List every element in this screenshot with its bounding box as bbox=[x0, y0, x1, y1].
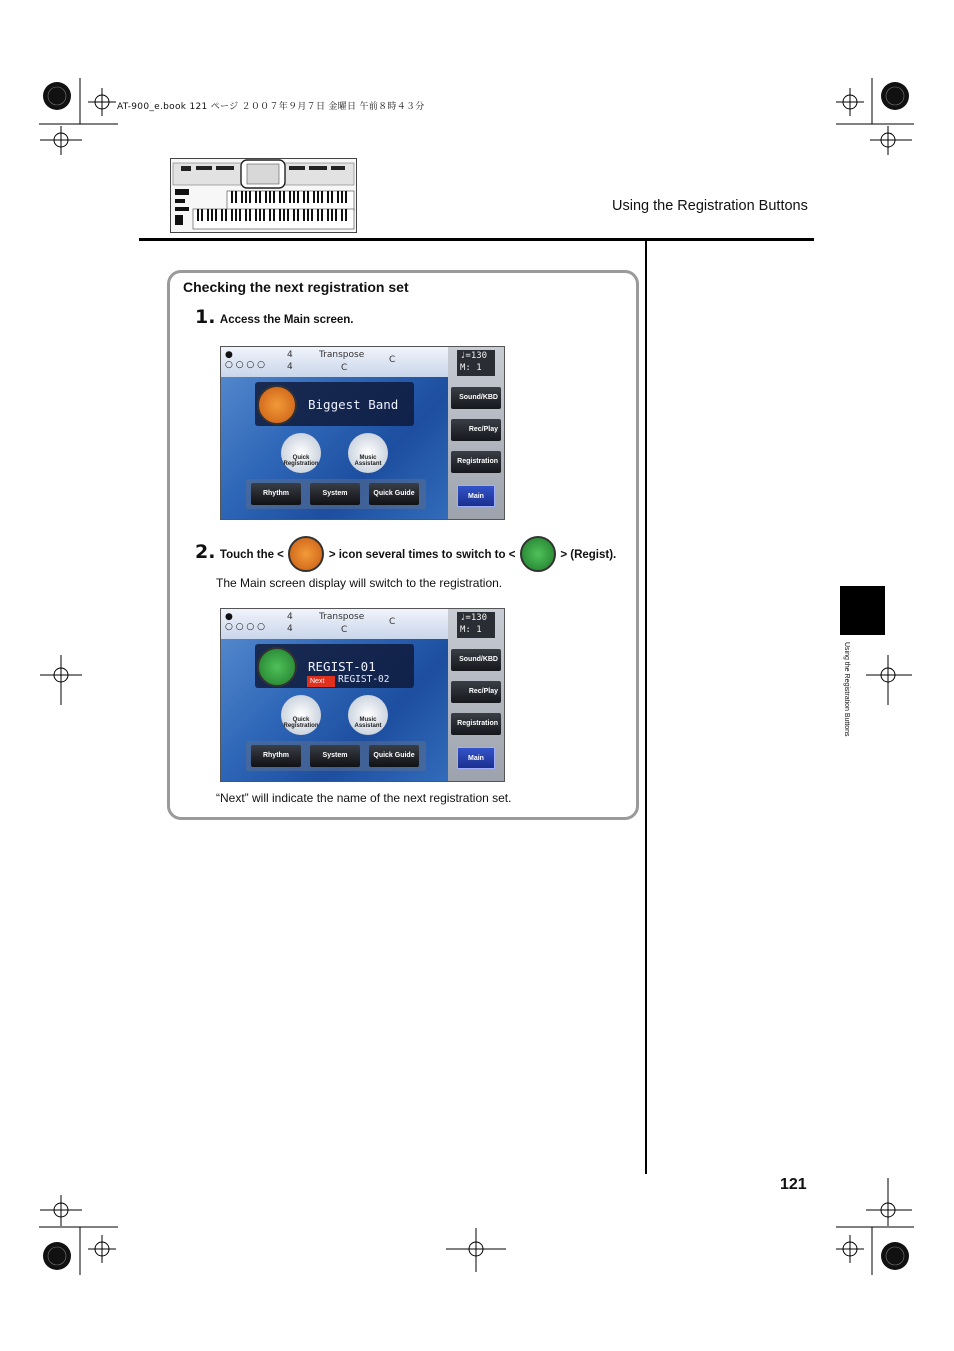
tempo-display bbox=[457, 612, 495, 638]
quick-registration-label: Quick Registration bbox=[283, 717, 319, 729]
section-title: Using the Registration Buttons bbox=[612, 198, 808, 214]
transpose-label: Transpose bbox=[319, 350, 365, 360]
quick-registration-icon[interactable] bbox=[281, 695, 321, 735]
music-assistant-icon[interactable] bbox=[348, 433, 388, 473]
rhythm-button[interactable]: Rhythm bbox=[251, 483, 301, 505]
rec-play-button[interactable]: Rec/Play bbox=[451, 681, 501, 703]
chapter-side-label: Using the Registration Buttons bbox=[843, 642, 850, 737]
rhythm-mode-icon[interactable] bbox=[257, 385, 297, 425]
column-divider bbox=[645, 241, 647, 1174]
sound-kbd-button[interactable]: Sound/KBD bbox=[451, 649, 501, 671]
quick-guide-button[interactable]: Quick Guide bbox=[369, 745, 419, 767]
step-2-description: The Main screen display will switch to the registration. bbox=[216, 576, 503, 590]
procedure-title: Checking the next registration set bbox=[183, 279, 409, 295]
time-signature-bottom: 4 bbox=[287, 362, 293, 372]
system-button[interactable]: System bbox=[310, 483, 360, 505]
system-button[interactable]: System bbox=[310, 745, 360, 767]
sound-kbd-button[interactable]: Sound/KBD bbox=[451, 387, 501, 409]
print-header: AT-900_e.book 121 ページ ２００７年９月７日 金曜日 午前８時４３分 bbox=[117, 102, 425, 112]
registration-button[interactable]: Registration bbox=[451, 713, 501, 735]
main-button[interactable]: Main bbox=[457, 485, 495, 507]
step-1-number: 1. bbox=[195, 306, 216, 328]
transpose-value: C bbox=[341, 625, 348, 635]
regist-mode-icon[interactable] bbox=[257, 647, 297, 687]
main-button[interactable]: Main bbox=[457, 747, 495, 769]
registration-name: REGIST-01 bbox=[308, 659, 376, 674]
step-1 bbox=[195, 306, 354, 328]
time-signature-bottom: 4 bbox=[287, 624, 293, 634]
page-number: 121 bbox=[780, 1176, 807, 1193]
registration-button[interactable]: Registration bbox=[451, 451, 501, 473]
main-screen-1 bbox=[220, 346, 505, 520]
step-2-text-before: Touch the < bbox=[219, 549, 284, 562]
step-1-text: Access the Main screen. bbox=[219, 314, 354, 326]
chapter-tab bbox=[840, 586, 885, 635]
quick-registration-label: Quick Registration bbox=[283, 455, 319, 467]
key-value: C bbox=[389, 355, 396, 365]
step-2-text-mid: > icon several times to switch to < bbox=[328, 549, 516, 562]
tempo-value: ♩=130 bbox=[460, 351, 488, 361]
beat-indicator: ● ○ ○ ○ ○ bbox=[225, 350, 265, 370]
rhythm-name: Biggest Band bbox=[308, 397, 399, 412]
header-rule bbox=[139, 238, 814, 241]
tempo-display bbox=[457, 350, 495, 376]
next-registration-name: REGIST-02 bbox=[338, 674, 390, 685]
rec-play-button[interactable]: Rec/Play bbox=[451, 419, 501, 441]
time-signature-top: 4 bbox=[287, 350, 293, 360]
music-assistant-label: Music Assistant bbox=[354, 717, 382, 729]
time-signature-top: 4 bbox=[287, 612, 293, 622]
measure-value: M: 1 bbox=[460, 625, 482, 635]
key-value: C bbox=[389, 617, 396, 627]
main-screen-2 bbox=[220, 608, 505, 782]
regist-mode-inline-icon bbox=[520, 536, 556, 572]
music-assistant-icon[interactable] bbox=[348, 695, 388, 735]
transpose-value: C bbox=[341, 363, 348, 373]
rhythm-button[interactable]: Rhythm bbox=[251, 745, 301, 767]
music-assistant-label: Music Assistant bbox=[354, 455, 382, 467]
step-2 bbox=[195, 536, 616, 572]
step-2-number: 2. bbox=[195, 541, 216, 564]
rhythm-mode-inline-icon bbox=[288, 536, 324, 572]
quick-registration-icon[interactable] bbox=[281, 433, 321, 473]
footer-note: “Next” will indicate the name of the next registration set. bbox=[216, 791, 512, 805]
beat-indicator: ● ○ ○ ○ ○ bbox=[225, 612, 265, 632]
organ-keyboard-icon bbox=[171, 159, 356, 232]
step-2-text-after: > (Regist). bbox=[560, 549, 617, 562]
measure-value: M: 1 bbox=[460, 363, 482, 373]
next-tag: Next bbox=[307, 676, 335, 687]
organ-panel-illustration bbox=[170, 158, 357, 233]
quick-guide-button[interactable]: Quick Guide bbox=[369, 483, 419, 505]
transpose-label: Transpose bbox=[319, 612, 365, 622]
tempo-value: ♩=130 bbox=[460, 613, 488, 623]
